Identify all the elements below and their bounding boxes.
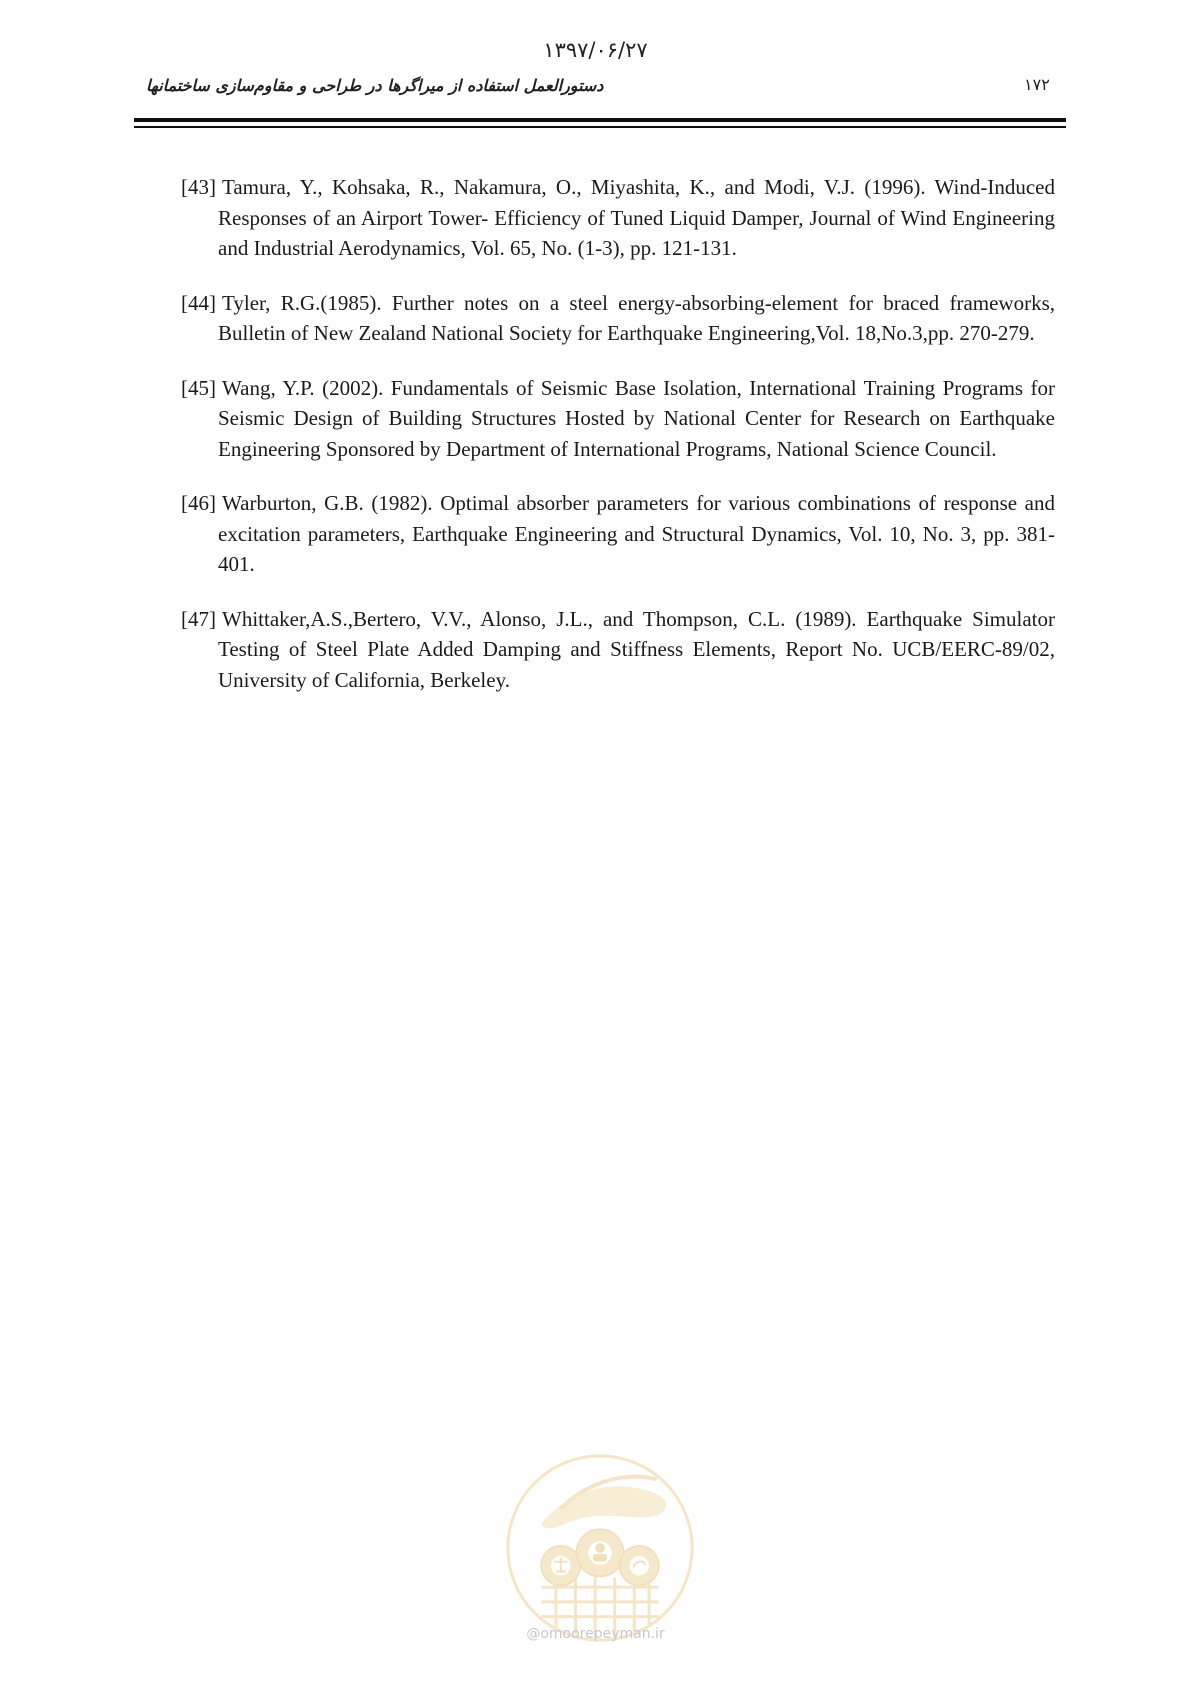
watermark-url: @omoorepeyman.ir xyxy=(526,1626,665,1642)
reference-list xyxy=(181,172,1055,719)
reference-number: [45] xyxy=(181,375,216,400)
reference-item-46 xyxy=(181,488,1055,580)
reference-text: Whittaker,A.S.,Bertero, V.V., Alonso, J.L., and Thompson, C.L. (1989). Earthquake Simulator Testing of Steel Plate Added Damping and Stiffness Elements, Report No. UCB/EERC-89/02, University of California, Berkeley. xyxy=(218,606,1055,692)
header-rule-thin xyxy=(134,126,1066,128)
running-title: دستورالعمل استفاده از میراگرها در طراحی و مقاوم‌سازی ساختمانها xyxy=(146,76,604,95)
reference-text: Warburton, G.B. (1982). Optimal absorber parameters for various combinations of response and excitation parameters, Earthquake Engineering and Structural Dynamics, Vol. 10, No. 3, pp. 381-401. xyxy=(218,491,1055,576)
reference-number: [46] xyxy=(181,491,216,515)
page-number: ۱۷۲ xyxy=(1024,75,1050,94)
reference-number: [44] xyxy=(181,290,216,315)
reference-text: Tamura, Y., Kohsaka, R., Nakamura, O., Miyashita, K., and Modi, V.J. (1996). Wind-Induced Responses of an Airport Tower- Efficiency of Tuned Liquid Damper, Journal of Wind Engineering and Industrial Aerodynamics, Vol. 65, No. (1-3), pp. 121-131. xyxy=(218,175,1055,260)
reference-text: Tyler, R.G.(1985). Further notes on a steel energy-absorbing-element for braced frameworks, Bulletin of New Zealand National Society for Earthquake Engineering,Vol. 18,No.3,pp. 270-279. xyxy=(218,290,1055,345)
date-stamp: ۱۳۹۷/۰۶/۲۷ xyxy=(543,38,648,62)
reference-text: Wang, Y.P. (2002). Fundamentals of Seismic Base Isolation, International Training Programs for Seismic Design of Building Structures Hosted by National Center for Research on Earthquake Engineering Sponsored by Department of International Programs, National Science Council. xyxy=(218,375,1055,461)
header-rule-thick xyxy=(134,118,1066,122)
reference-item-44 xyxy=(181,288,1055,349)
reference-number: [43] xyxy=(181,175,216,199)
reference-item-47 xyxy=(181,604,1055,696)
watermark-logo-icon xyxy=(502,1450,698,1646)
reference-item-45 xyxy=(181,373,1055,465)
reference-number: [47] xyxy=(181,606,216,631)
reference-item-43 xyxy=(181,172,1055,264)
